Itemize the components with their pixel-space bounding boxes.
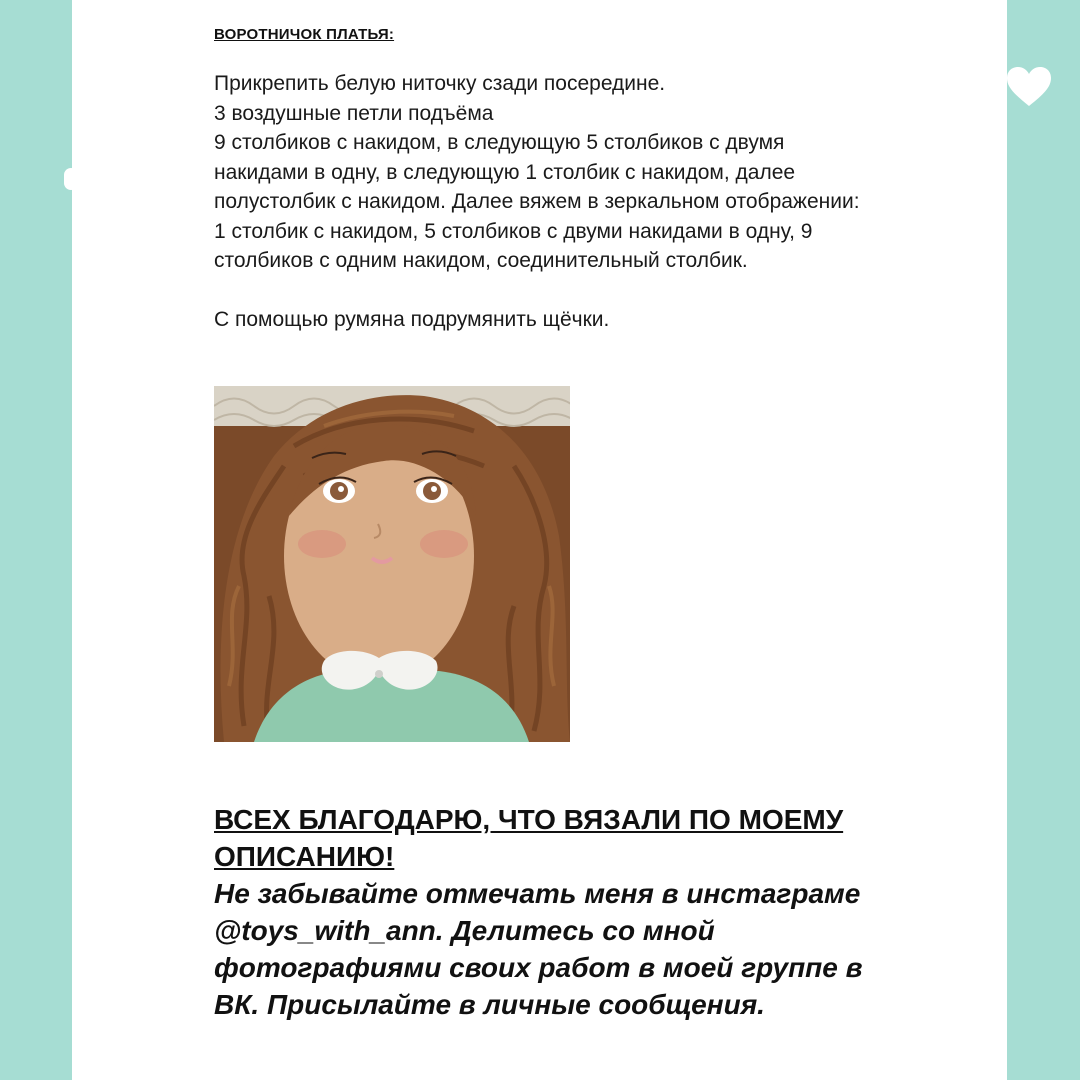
instruction-line: С помощью румяна подрумянить щёчки.: [214, 308, 610, 331]
doll-cheek: [298, 530, 346, 558]
thanks-heading: ВСЕХ БЛАГОДАРЮ, ЧТО ВЯЗАЛИ ПО МОЕМУ ОПИСАНИЮ!: [214, 804, 844, 872]
heart-icon: [1004, 62, 1054, 112]
instruction-line: Прикрепить белую ниточку сзади посередине.: [214, 72, 666, 95]
section-title: ВОРОТНИЧОК ПЛАТЬЯ:: [214, 26, 395, 43]
closing-note: Не забывайте отмечать меня в инстаграме @toys_with_ann. Делитесь со мной фотографиями своих работ в моей группе в ВК. Присылайте в личные сообщения.: [214, 878, 863, 1020]
instruction-line: 9 столбиков с накидом, в следующую 5 столбиков с двумя накидами в одну, в следующую 1 столбик с накидом, далее полустолбик с накидом. Далее вяжем в зеркальном отображении:: [214, 131, 860, 213]
instruction-line: 1 столбик с накидом, 5 столбиков с двуми накидами в одну, 9 столбиков с одним накидом, соединительный столбик.: [214, 219, 813, 272]
instructions: [214, 69, 864, 335]
instruction-line: 3 воздушные петли подъёма: [214, 101, 494, 125]
decorative-dot: [64, 168, 78, 190]
doll-photo: [214, 386, 570, 742]
doll-cheek: [420, 530, 468, 558]
